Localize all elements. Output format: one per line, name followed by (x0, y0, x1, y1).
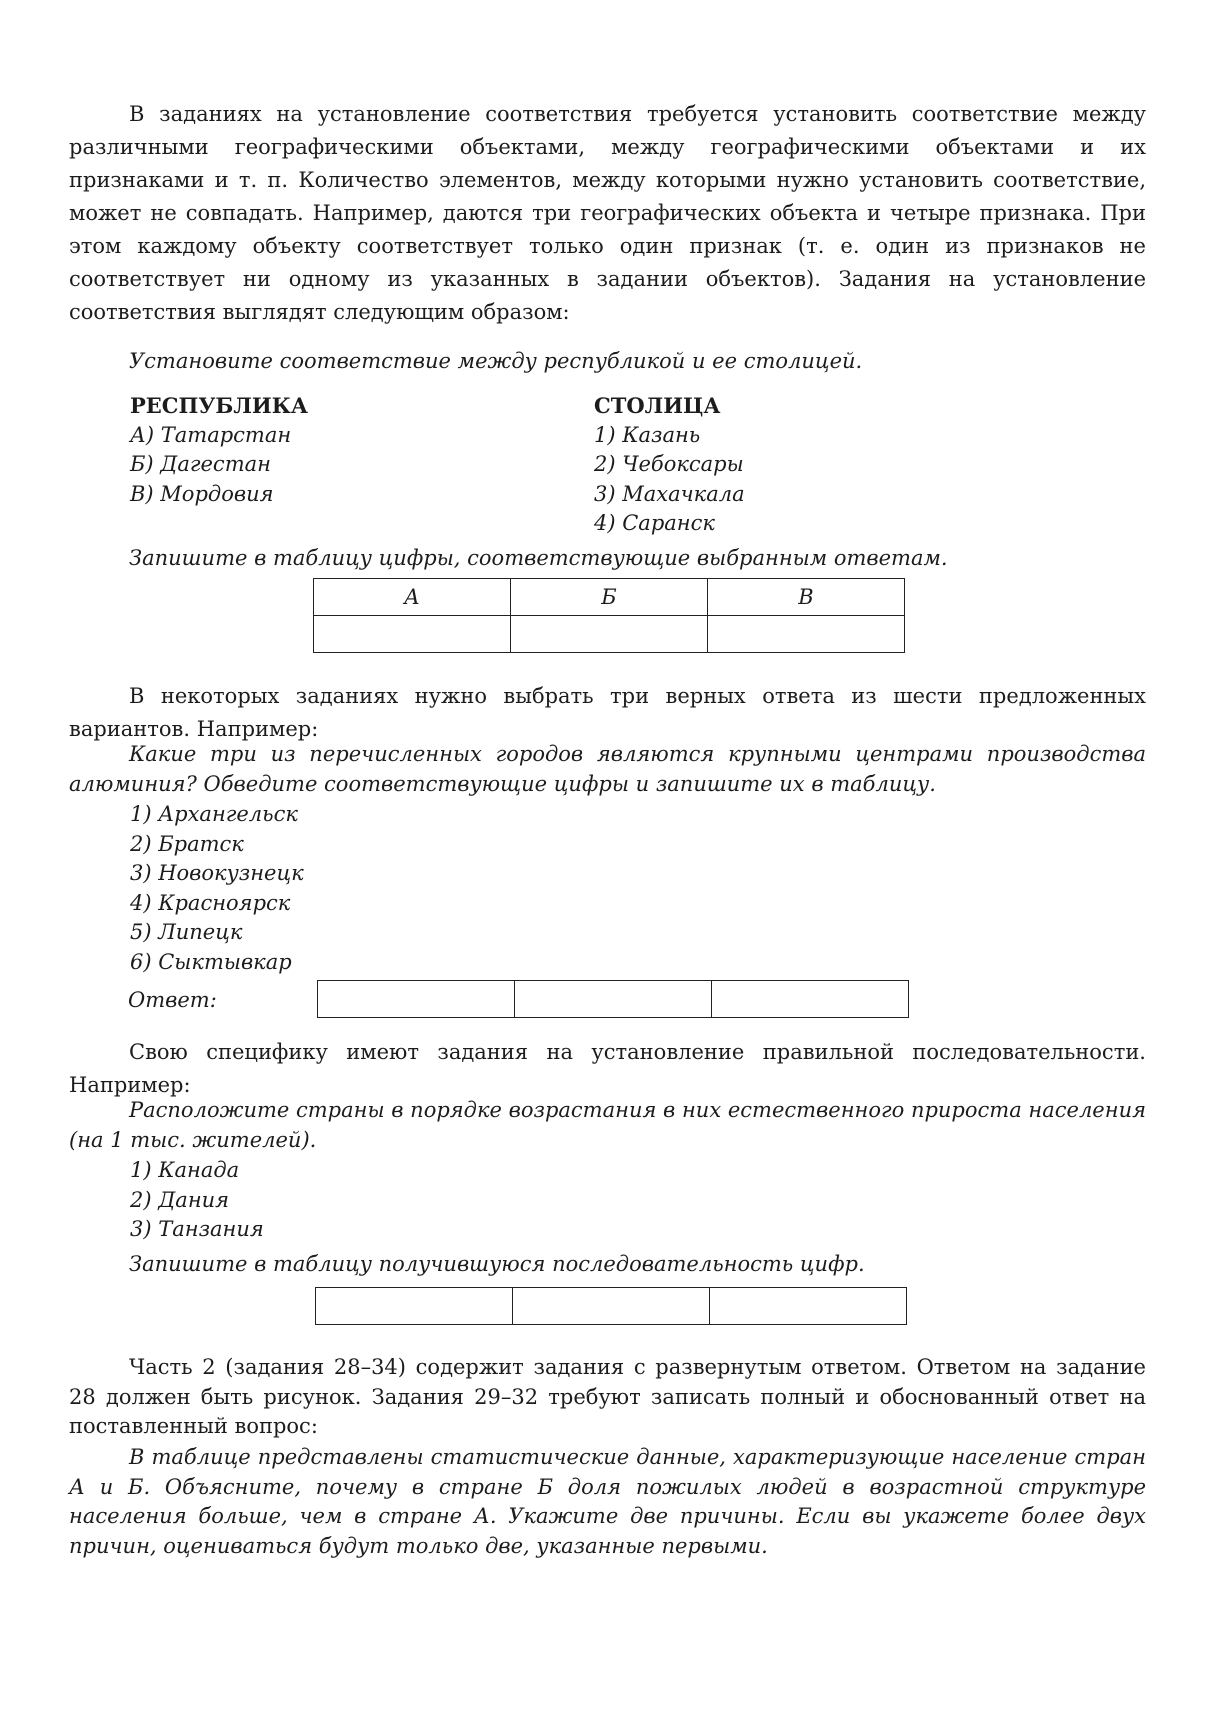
list-item: 4) Красноярск (130, 890, 291, 915)
capital-header: СТОЛИЦА (594, 393, 721, 418)
answer-cell[interactable] (316, 1288, 513, 1325)
list-item: 1) Архангельск (130, 802, 298, 826)
capital-list (594, 421, 745, 539)
list-item: 2) Братск (130, 831, 244, 856)
list-item: 6) Сыктывкар (130, 949, 292, 974)
sequence-question: Расположите страны в порядке возрастания в них естественного прироста населения (на 1 тыс. жителей). (69, 1098, 1146, 1152)
capital-column (594, 391, 745, 539)
republic-column (130, 391, 308, 509)
table-answer-row (318, 981, 909, 1018)
list-item: 1) Канада (130, 1158, 240, 1182)
list-item: 2) Дания (130, 1187, 230, 1212)
table-header-cell: А (314, 579, 511, 616)
answer-cell[interactable] (710, 1288, 907, 1325)
table-header-row (314, 579, 905, 616)
city-options-list (130, 800, 304, 977)
list-item: В) Мордовия (130, 481, 274, 506)
table-header-cell: Б (511, 579, 708, 616)
sequence-table-instruction: Запишите в таблицу получившуюся последовательность цифр. (129, 1252, 865, 1276)
answer-cell[interactable] (511, 616, 708, 653)
country-options-list (130, 1156, 264, 1245)
answer-cell[interactable] (318, 981, 515, 1018)
republic-header: РЕСПУБЛИКА (130, 393, 308, 418)
list-item: Б) Дагестан (130, 452, 271, 476)
choice-answer-table (317, 980, 909, 1018)
match-table-instruction: Запишите в таблицу цифры, соответствующие выбранным ответам. (129, 546, 948, 570)
match-answer-table (313, 578, 905, 653)
sequence-answer-table (315, 1287, 907, 1325)
list-item: 4) Саранск (594, 511, 715, 535)
part2-example: В таблице представлены статистические данные, характеризующие население стран А и Б. Объясните, почему в стране Б доля пожилых людей в возрастной структуре населения больше, чем в стране А. Укажите две причины. Если вы укажете более двух причин, оцениваться будут только две, указанные первыми. (69, 1445, 1146, 1558)
answer-cell[interactable] (515, 981, 712, 1018)
answer-cell[interactable] (513, 1288, 710, 1325)
answer-cell[interactable] (712, 981, 909, 1018)
table-answer-row (314, 616, 905, 653)
choice-intro: В некоторых заданиях нужно выбрать три верных ответа из шести предложенных вариантов. Например: (69, 684, 1146, 741)
list-item: 5) Липецк (130, 920, 243, 944)
choice-question: Какие три из перечисленных городов являются крупными центрами производства алюминия? Обведите соответствующие цифры и запишите их в таблицу. (69, 742, 1146, 796)
answer-label: Ответ: (128, 988, 217, 1012)
republic-list (130, 421, 308, 510)
list-item: А) Татарстан (130, 422, 292, 447)
table-header-cell: В (708, 579, 905, 616)
sequence-intro: Свою специфику имеют задания на установление правильной последовательности. Например: (69, 1040, 1146, 1097)
list-item: 2) Чебоксары (594, 452, 744, 476)
list-item: 3) Танзания (130, 1217, 264, 1241)
list-item: 1) Казань (594, 422, 701, 447)
answer-cell[interactable] (708, 616, 905, 653)
list-item: 3) Махачкала (594, 481, 745, 506)
list-item: 3) Новокузнецк (130, 861, 304, 885)
answer-cell[interactable] (314, 616, 511, 653)
intro-paragraph: В заданиях на установление соответствия требуется установить соответствие между различными географическими объектами, между географическими объектами и их признаками и т. п. Количество элементов, между которыми нужно установить соответствие, может не совпадать. Например, даются три географических объекта и четыре признака. При этом каждому объекту соответствует только один признак (т. е. один из признаков не соответствует ни одному из указанных в задании объектов). Задания на установление соответствия выглядят следующим образом: (69, 102, 1146, 324)
match-instruction: Установите соответствие между республикой и ее столицей. (129, 349, 863, 373)
table-answer-row (316, 1288, 907, 1325)
part2-intro: Часть 2 (задания 28–34) содержит задания с развернутым ответом. Ответом на задание 28 должен быть рисунок. Задания 29–32 требуют записать полный и обоснованный ответ на поставленный вопрос: (69, 1355, 1146, 1438)
